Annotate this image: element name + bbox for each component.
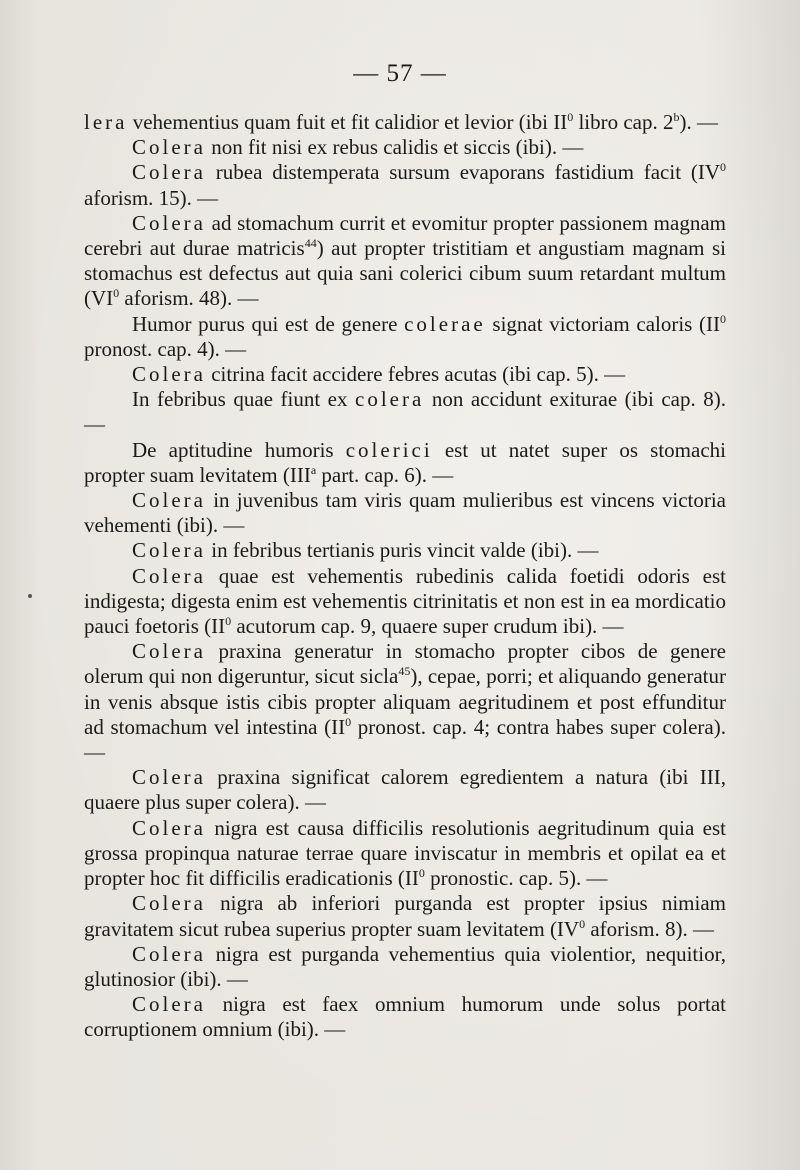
spaced-keyword: Colera [132,941,206,966]
superscript: 0 [567,110,574,124]
entry-text: ad stomachum currit et evomitur propter passionem magnam cerebri aut durae matricis [84,210,726,261]
spaced-keyword: colerae [404,311,486,336]
page-number: — 57 — [353,60,447,87]
superscript: b [673,110,680,124]
entry-paragraph [84,639,726,765]
entry-text: citrina facit accidere febres acutas (ibi cap. 5). — [205,362,626,387]
spaced-keyword: Colera [132,891,206,916]
entry-paragraph [84,211,726,312]
superscript: a [310,462,317,477]
entry-text: pronost. cap. 4). — [84,336,247,361]
entry-paragraph [84,992,726,1042]
entry-text: nigra ab inferiori purganda est propter ipsius nimiam gravitatem sicut rubea superius propter suam levitatem (IV [84,891,726,941]
entry-text: non fit nisi ex rebus calidis et siccis (ibi). — [205,135,584,160]
entry-paragraph [84,816,726,892]
superscript: 0 [579,916,586,931]
superscript: 44 [304,236,317,251]
superscript: 0 [345,714,352,729]
entry-paragraph [84,942,726,992]
entry-text: acutorum cap. 9, quaere super crudum ibi). — [231,614,624,639]
entry-text: De aptitudine humoris [132,437,346,462]
spaced-keyword: Colera [132,135,206,160]
superscript: 0 [720,311,726,326]
entry-paragraph [84,312,726,362]
entry-paragraph [84,765,726,815]
entry-text: ). — [679,110,718,134]
superscript: 0 [225,614,232,629]
entry-text: nigra est causa difficilis resolutionis aegritudinum quia est grossa propinqua naturae terrae quare inviscatur in membris et opilat ea et propter hoc fit difficilis eradicationis (II [84,815,726,891]
entry-text: nigra est purganda vehementius quia violentior, nequitior, glutinosior (ibi). — [84,941,726,991]
spaced-keyword: Colera [132,563,206,588]
entry-text: aforism. 48). — [119,286,259,311]
entry-text: praxina generatur in stomacho propter cibos de genere olerum qui non digeruntur, sicut sicla [84,639,726,689]
entry-text: non accidunt exiturae (ibi cap. 8). — [84,387,726,437]
entry-text: libro cap. 2 [573,110,674,134]
entry-paragraph [84,160,726,210]
entry-paragraph [84,110,726,135]
entry-text: est ut natet super os stomachi propter suam levitatem (III [84,437,726,487]
entry-text: ) aut propter tristitiam et angustiam magnam si stomachus est defectus aut quia sani colerici cibum suum retardant multum (VI [84,236,726,311]
entry-paragraph [84,564,726,640]
entry-text: pronostic. cap. 5). — [424,866,608,891]
spaced-keyword: Colera [132,538,206,563]
entry-text: quae est vehementis rubedinis calida foetidi odoris est indigesta; digesta enim est vehementis citrinitatis et non est in ea mordicatio pauci foetoris (II [84,563,726,639]
body-text [84,110,726,1043]
entry-text: nigra est faex omnium humorum unde solus portat corruptionem omnium (ibi). — [84,992,726,1042]
spaced-keyword: Colera [132,765,206,790]
superscript: 0 [113,286,120,301]
spaced-keyword: Colera [132,210,206,235]
entry-text: in juvenibus tam viris quam mulieribus est vincens victoria vehementi (ibi). — [84,488,726,538]
entry-text: rubea distemperata sursum evaporans fastidium facit (IV [205,160,720,185]
entry-paragraph [84,488,726,538]
entry-text: vehementius quam fuit et fit calidior et levior (ibi II [127,110,568,134]
entry-text: ), cepae, porri; et aliquando generatur in venis absque istis cibis propter aliquam aegritudinem et post effunditur ad stomachum vel intestina (II [84,664,726,739]
ink-speck [28,594,32,598]
spaced-keyword: lera [84,110,128,134]
entry-paragraph [84,387,726,437]
superscript: 45 [398,664,411,679]
superscript: 0 [418,866,425,881]
entry-text: praxina significat calorem egredientem a natura (ibi III, quaere plus super colera). — [84,765,726,815]
superscript: 0 [720,160,726,175]
entry-paragraph [84,362,726,387]
entry-text: aforism. 8). — [585,916,714,941]
entry-text: in febribus tertianis puris vincit valde (ibi). — [205,538,599,563]
spaced-keyword: Colera [132,362,206,387]
spaced-keyword: Colera [132,815,206,840]
entry-paragraph [84,538,726,563]
spaced-keyword: Colera [132,992,206,1017]
spaced-keyword: Colera [132,160,206,185]
entry-text: signat victoriam caloris (II [485,311,720,336]
spaced-keyword: colerici [345,437,433,462]
entry-paragraph [84,891,726,941]
entry-paragraph [84,135,726,160]
entry-text: pronost. cap. 4; contra habes super colera). — [84,714,726,765]
entry-text: In febribus quae fiunt ex [132,387,356,412]
entry-text: part. cap. 6). — [316,462,454,487]
entry-paragraph [84,438,726,488]
spaced-keyword: Colera [132,639,206,664]
spaced-keyword: Colera [132,488,206,513]
spaced-keyword: colera [355,387,425,412]
entry-text: Humor purus qui est de genere [132,311,405,336]
entry-text: aforism. 15). — [84,185,219,210]
